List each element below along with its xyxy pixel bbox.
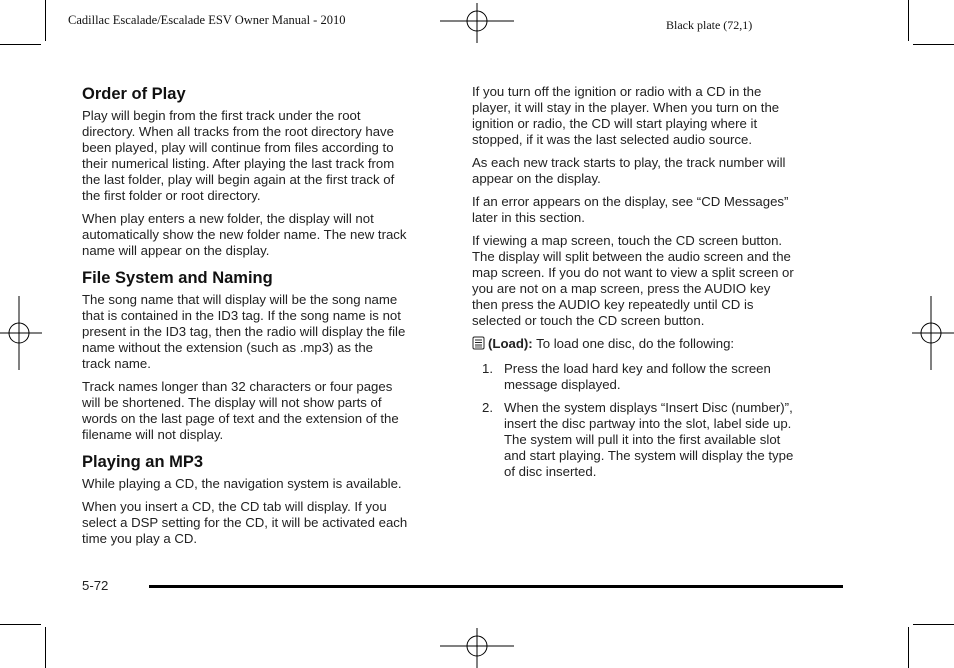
plate-label: Black plate (72,1) <box>666 18 753 32</box>
load-steps-list <box>472 361 840 480</box>
map-screen-paragraph: If viewing a map screen, touch the CD screen button. The display will split between the audio screen and the map screen. If you do not want to view a split screen or you are not on a map screen, press the AUDIO key then press the AUDIO key repeatedly until CD is selected or touch the CD screen button. <box>472 233 794 328</box>
step-text: When the system displays “Insert Disc (number)”, insert the disc partway into the slot, label side up. The system will pull it into the first available slot and start playing. The system will display the type of disc inserted. <box>504 400 794 479</box>
registration-mark-top <box>440 3 514 43</box>
step-number: 2. <box>482 400 493 415</box>
heading-file-system: File System and Naming <box>82 269 273 287</box>
track-number-paragraph: As each new track starts to play, the track number will appear on the display. <box>472 155 786 186</box>
step-number: 1. <box>482 361 493 376</box>
heading-playing-mp3: Playing an MP3 <box>82 453 204 471</box>
load-label: (Load): <box>488 336 533 351</box>
list-item <box>472 361 840 393</box>
file-system-paragraph-2: Track names longer than 32 characters or four pages will be shortened. The display will not show parts of words on the last page of text and the extension of the filename will not display. <box>82 379 399 442</box>
order-of-play-paragraph-1: Play will begin from the first track under the root directory. When all tracks from the root directory have been played, play will continue from files according to their numerical listing. After playing the last track from the last folder, play will begin again at the first track of the first folder or root directory. <box>82 108 395 203</box>
heading-order-of-play: Order of Play <box>82 85 186 103</box>
crop-mark-top-right-h <box>913 44 954 45</box>
ignition-paragraph: If you turn off the ignition or radio with a CD in the player, it will stay in the player. When you turn on the ignition or radio, the CD will start playing where it stopped, if it was the last selected audio source. <box>472 84 780 147</box>
crop-mark-bottom-right-h <box>913 624 954 625</box>
manual-title: Cadillac Escalade/Escalade ESV Owner Manual - 2010 <box>68 13 346 27</box>
registration-mark-left <box>0 296 42 370</box>
playing-mp3-paragraph-2: When you insert a CD, the CD tab will display. If you select a DSP setting for the CD, it will be activated each time you play a CD. <box>82 499 408 546</box>
playing-mp3-paragraph-1: While playing a CD, the navigation system is available. <box>82 476 402 491</box>
load-text: To load one disc, do the following: <box>536 336 735 351</box>
registration-mark-bottom <box>440 628 514 668</box>
registration-mark-right <box>912 296 954 370</box>
page-number: 5-72 <box>82 578 109 593</box>
order-of-play-paragraph-2: When play enters a new folder, the display will not automatically show the new folder name. The new track name will appear on the display. <box>82 211 407 258</box>
crop-mark-bottom-left-v <box>45 627 46 668</box>
list-item <box>472 400 840 480</box>
error-paragraph: If an error appears on the display, see “CD Messages” later in this section. <box>472 194 789 225</box>
file-system-paragraph-1: The song name that will display will be the song name that is contained in the ID3 tag. If the song name is not present in the ID3 tag, then the radio will display the file name without the extension (such as .mp3) as the track name. <box>82 292 406 371</box>
crop-mark-top-left-h <box>0 44 41 45</box>
load-disc-icon <box>472 336 485 354</box>
load-instruction <box>472 336 840 354</box>
crop-mark-bottom-left-h <box>0 624 41 625</box>
footer-rule <box>149 585 843 588</box>
crop-mark-top-left-v <box>45 0 46 41</box>
left-column <box>82 84 450 554</box>
crop-mark-bottom-right-v <box>908 627 909 668</box>
right-column <box>472 84 840 487</box>
step-text: Press the load hard key and follow the screen message displayed. <box>504 361 771 392</box>
crop-mark-top-right-v <box>908 0 909 41</box>
